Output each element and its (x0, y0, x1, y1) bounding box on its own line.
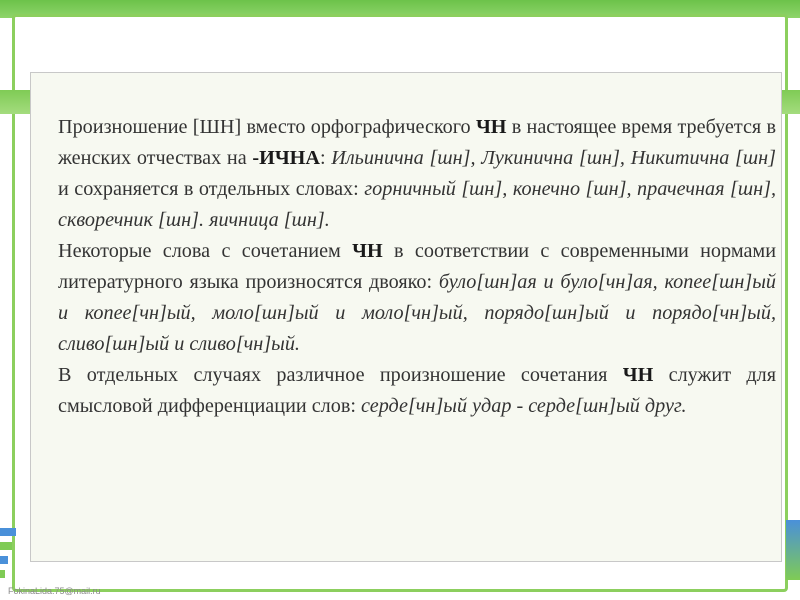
p1-bold-a: ЧН (475, 116, 507, 138)
p2-italic-a: було[шн]ая и було[чн]ая, копее[шн]ый и копее[чн]ый, моло[шн]ый и моло[чн]ый, порядо[шн]ый и порядо[чн]ый, сливо[шн]ый и сливо[чн]ый. (58, 271, 776, 355)
right-decor-accent (786, 520, 800, 580)
p1-text-a: Произношение [ШН] вместо орфографического (58, 116, 476, 138)
p1-bold-b: -ИЧНА (252, 147, 320, 169)
p3-bold-a: ЧН (622, 364, 654, 386)
paragraph-2 (38, 236, 776, 360)
p2-text-b: в соответствии с современными нормами литературного языка произносятся двояко: (58, 240, 776, 293)
p1-text-d: и сохраняется в отдельных словах: (58, 178, 365, 200)
p1-text-c: : (319, 147, 332, 169)
p1-italic-a: Ильинична [шн], Лукинична [шн], Никитична [шн] (331, 147, 776, 169)
p2-text-a: Некоторые слова с сочетанием (58, 240, 353, 262)
p1-text-b: в настоящее время требуется в женских отчествах на (58, 116, 776, 169)
p3-text-b: служит для смысловой дифференциации слов: (58, 364, 776, 417)
footer-email: FokinaLida.75@mail.ru (8, 586, 101, 596)
slide-text (38, 112, 776, 422)
p3-italic-a: серде[чн]ый удар - серде[шн]ый друг. (361, 395, 687, 417)
p1-italic-b: горничный [шн], конечно [шн], прачечная [шн], скворечник [шн]. яичница [шн]. (58, 178, 776, 231)
paragraph-1 (38, 112, 776, 236)
paragraph-3 (38, 360, 776, 422)
p3-text-a: В отдельных случаях различное произношение сочетания (58, 364, 623, 386)
p2-bold-a: ЧН (352, 240, 383, 262)
